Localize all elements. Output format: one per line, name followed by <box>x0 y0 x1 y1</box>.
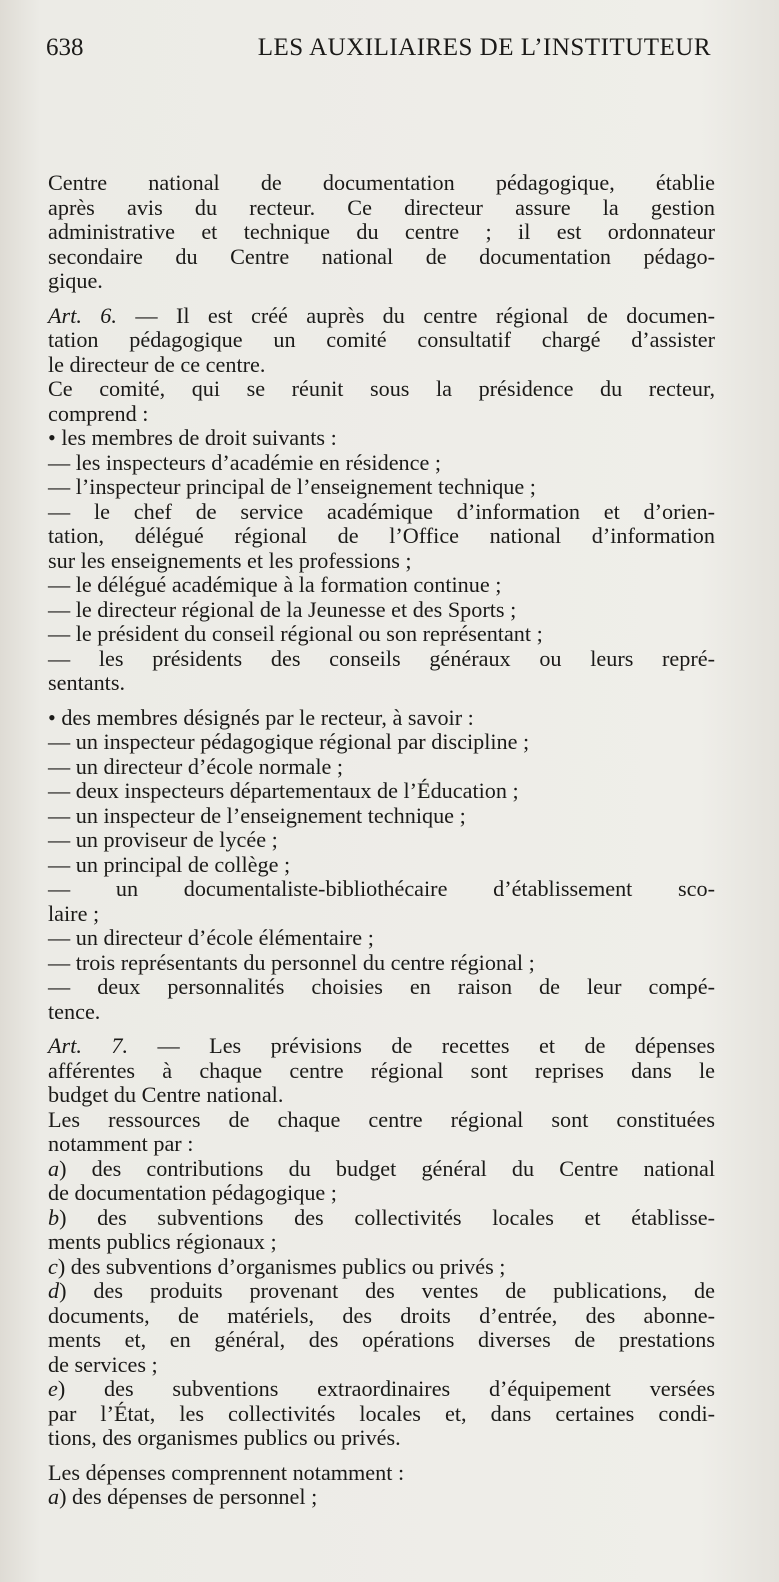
text-segment: — Les prévisions de recettes et de dépenses <box>128 1033 715 1058</box>
text-segment: — le délégué académique à la formation continue ; <box>48 572 502 597</box>
text-segment: — les inspecteurs d’académie en résidence ; <box>48 449 442 475</box>
text-segment: ments et, en général, des opérations diverses de prestations <box>48 1327 715 1352</box>
text-segment: sur les enseignements et les professions ; <box>48 547 412 573</box>
text-line <box>48 171 715 196</box>
text-segment: Centre national de documentation pédagogique, établie <box>48 170 715 195</box>
italic-text: d <box>48 1278 60 1303</box>
italic-text: b <box>48 1204 60 1230</box>
text-line <box>48 951 715 976</box>
text-line <box>48 804 715 829</box>
text-segment: — deux inspecteurs départementaux de l’Éducation ; <box>48 778 519 803</box>
text-line <box>48 598 715 623</box>
text-line <box>48 377 715 402</box>
text-line <box>48 1034 715 1059</box>
text-line <box>48 671 715 696</box>
text-segment: — un principal de collège ; <box>48 851 291 877</box>
italic-text: a <box>48 1484 60 1509</box>
text-line <box>48 1083 715 1108</box>
text-segment: — les présidents des conseils généraux ou leurs repré- <box>48 645 715 671</box>
text-line <box>48 1377 715 1402</box>
text-segment: Les ressources de chaque centre régional sont constituées <box>48 1106 715 1132</box>
text-segment: ) des subventions d’organismes publics ou privés ; <box>57 1253 506 1279</box>
page-number: 638 <box>46 34 84 61</box>
text-segment: — le directeur régional de la Jeunesse et des Sports ; <box>48 596 517 622</box>
text-line <box>48 500 715 525</box>
text-segment: — le chef de service académique d’information et d’orien- <box>48 498 715 524</box>
text-line <box>48 975 715 1000</box>
text-segment: par l’État, les collectivités locales et, dans certaines condi- <box>48 1400 715 1426</box>
text-segment: de services ; <box>48 1351 158 1377</box>
text-segment: Les dépenses comprennent notamment : <box>48 1459 405 1485</box>
text-line <box>48 549 715 574</box>
italic-text: Art. 6. <box>48 302 117 328</box>
text-segment: • des membres désignés par le recteur, à savoir : <box>48 704 474 730</box>
text-segment: ) des dépenses de personnel ; <box>59 1484 318 1509</box>
body-text <box>48 171 715 1510</box>
text-line <box>48 779 715 804</box>
text-segment: ) des produits provenant des ventes de publications, de <box>59 1278 715 1303</box>
text-segment: — l’inspecteur principal de l’enseignement technique ; <box>48 474 536 499</box>
text-segment: — Il est créé auprès du centre régional de documen- <box>116 302 715 328</box>
text-line <box>48 730 715 755</box>
text-segment: ) des contributions du budget général du Centre national <box>59 1155 715 1181</box>
text-line <box>48 647 715 672</box>
text-segment: ments publics régionaux ; <box>48 1229 277 1254</box>
text-segment: gique. <box>48 268 103 293</box>
text-line <box>48 1461 715 1486</box>
text-line <box>48 1206 715 1231</box>
page-header <box>46 30 711 66</box>
text-line <box>48 220 715 245</box>
text-line <box>48 1108 715 1133</box>
text-line <box>48 426 715 451</box>
text-segment: tions, des organismes publics ou privés. <box>48 1425 401 1450</box>
text-line <box>48 1426 715 1451</box>
text-segment: — un inspecteur pédagogique régional par discipline ; <box>48 729 530 754</box>
text-segment: — un inspecteur de l’enseignement technique ; <box>48 802 466 828</box>
italic-text: e <box>48 1376 58 1401</box>
text-line <box>48 524 715 549</box>
text-line <box>48 328 715 353</box>
text-line <box>48 402 715 427</box>
text-line <box>48 451 715 476</box>
text-segment: — un proviseur de lycée ; <box>48 827 278 852</box>
text-line <box>48 877 715 902</box>
text-line <box>48 1485 715 1510</box>
text-line <box>48 828 715 853</box>
text-segment: budget du Centre national. <box>48 1082 284 1107</box>
text-line <box>48 245 715 270</box>
text-line <box>48 269 715 294</box>
text-segment: — le président du conseil régional ou son représentant ; <box>48 621 543 646</box>
text-line <box>48 1132 715 1157</box>
text-segment: Ce comité, qui se réunit sous la présidence du recteur, <box>48 376 715 401</box>
text-line <box>48 1328 715 1353</box>
running-title: LES AUXILIAIRES DE L’INSTITUTEUR <box>257 34 711 61</box>
text-line <box>48 304 715 329</box>
text-segment: — un directeur d’école normale ; <box>48 753 344 779</box>
italic-text: Art. 7. <box>48 1033 129 1058</box>
italic-text: a <box>48 1155 60 1181</box>
text-line <box>48 196 715 221</box>
text-segment: tence. <box>48 998 101 1024</box>
text-segment: le directeur de ce centre. <box>48 351 266 377</box>
text-line <box>48 755 715 780</box>
text-line <box>48 1059 715 1084</box>
text-segment: après avis du recteur. Ce directeur assure la gestion <box>48 194 715 220</box>
text-line <box>48 1279 715 1304</box>
text-segment: sentants. <box>48 670 126 695</box>
text-segment: — un directeur d’école élémentaire ; <box>48 925 374 950</box>
text-line <box>48 1255 715 1280</box>
text-line <box>48 1157 715 1182</box>
text-line <box>48 475 715 500</box>
text-line <box>48 1181 715 1206</box>
text-segment: documents, de matériels, des droits d’entrée, des abonne- <box>48 1302 715 1328</box>
text-segment: secondaire du Centre national de documentation pédago- <box>48 243 715 269</box>
text-segment: • les membres de droit suivants : <box>48 425 337 450</box>
text-segment: — deux personnalités choisies en raison de leur compé- <box>48 974 715 999</box>
text-segment: ) des subventions des collectivités locales et établisse- <box>59 1204 715 1230</box>
text-segment: tation, délégué régional de l’Office national d’information <box>48 523 715 548</box>
text-segment: afférentes à chaque centre régional sont reprises dans le <box>48 1057 715 1083</box>
text-segment: administrative et technique du centre ; il est ordonnateur <box>48 219 715 244</box>
text-segment: — trois représentants du personnel du centre régional ; <box>48 949 535 975</box>
text-segment: notamment par : <box>48 1131 194 1156</box>
text-line <box>48 1000 715 1025</box>
text-line <box>48 353 715 378</box>
text-segment: laire ; <box>48 900 100 926</box>
text-line <box>48 1402 715 1427</box>
text-segment: comprend : <box>48 400 149 426</box>
text-line <box>48 573 715 598</box>
text-segment: tation pédagogique un comité consultatif chargé d’assister <box>48 327 715 352</box>
text-line <box>48 706 715 731</box>
text-line <box>48 1353 715 1378</box>
text-line <box>48 853 715 878</box>
text-line <box>48 1304 715 1329</box>
text-segment: de documentation pédagogique ; <box>48 1180 337 1205</box>
text-line <box>48 1230 715 1255</box>
italic-text: c <box>48 1253 58 1279</box>
text-line <box>48 622 715 647</box>
text-line <box>48 902 715 927</box>
text-segment: — un documentaliste-bibliothécaire d’établissement sco- <box>48 876 715 901</box>
text-line <box>48 926 715 951</box>
text-segment: ) des subventions extraordinaires d’équipement versées <box>57 1376 715 1401</box>
